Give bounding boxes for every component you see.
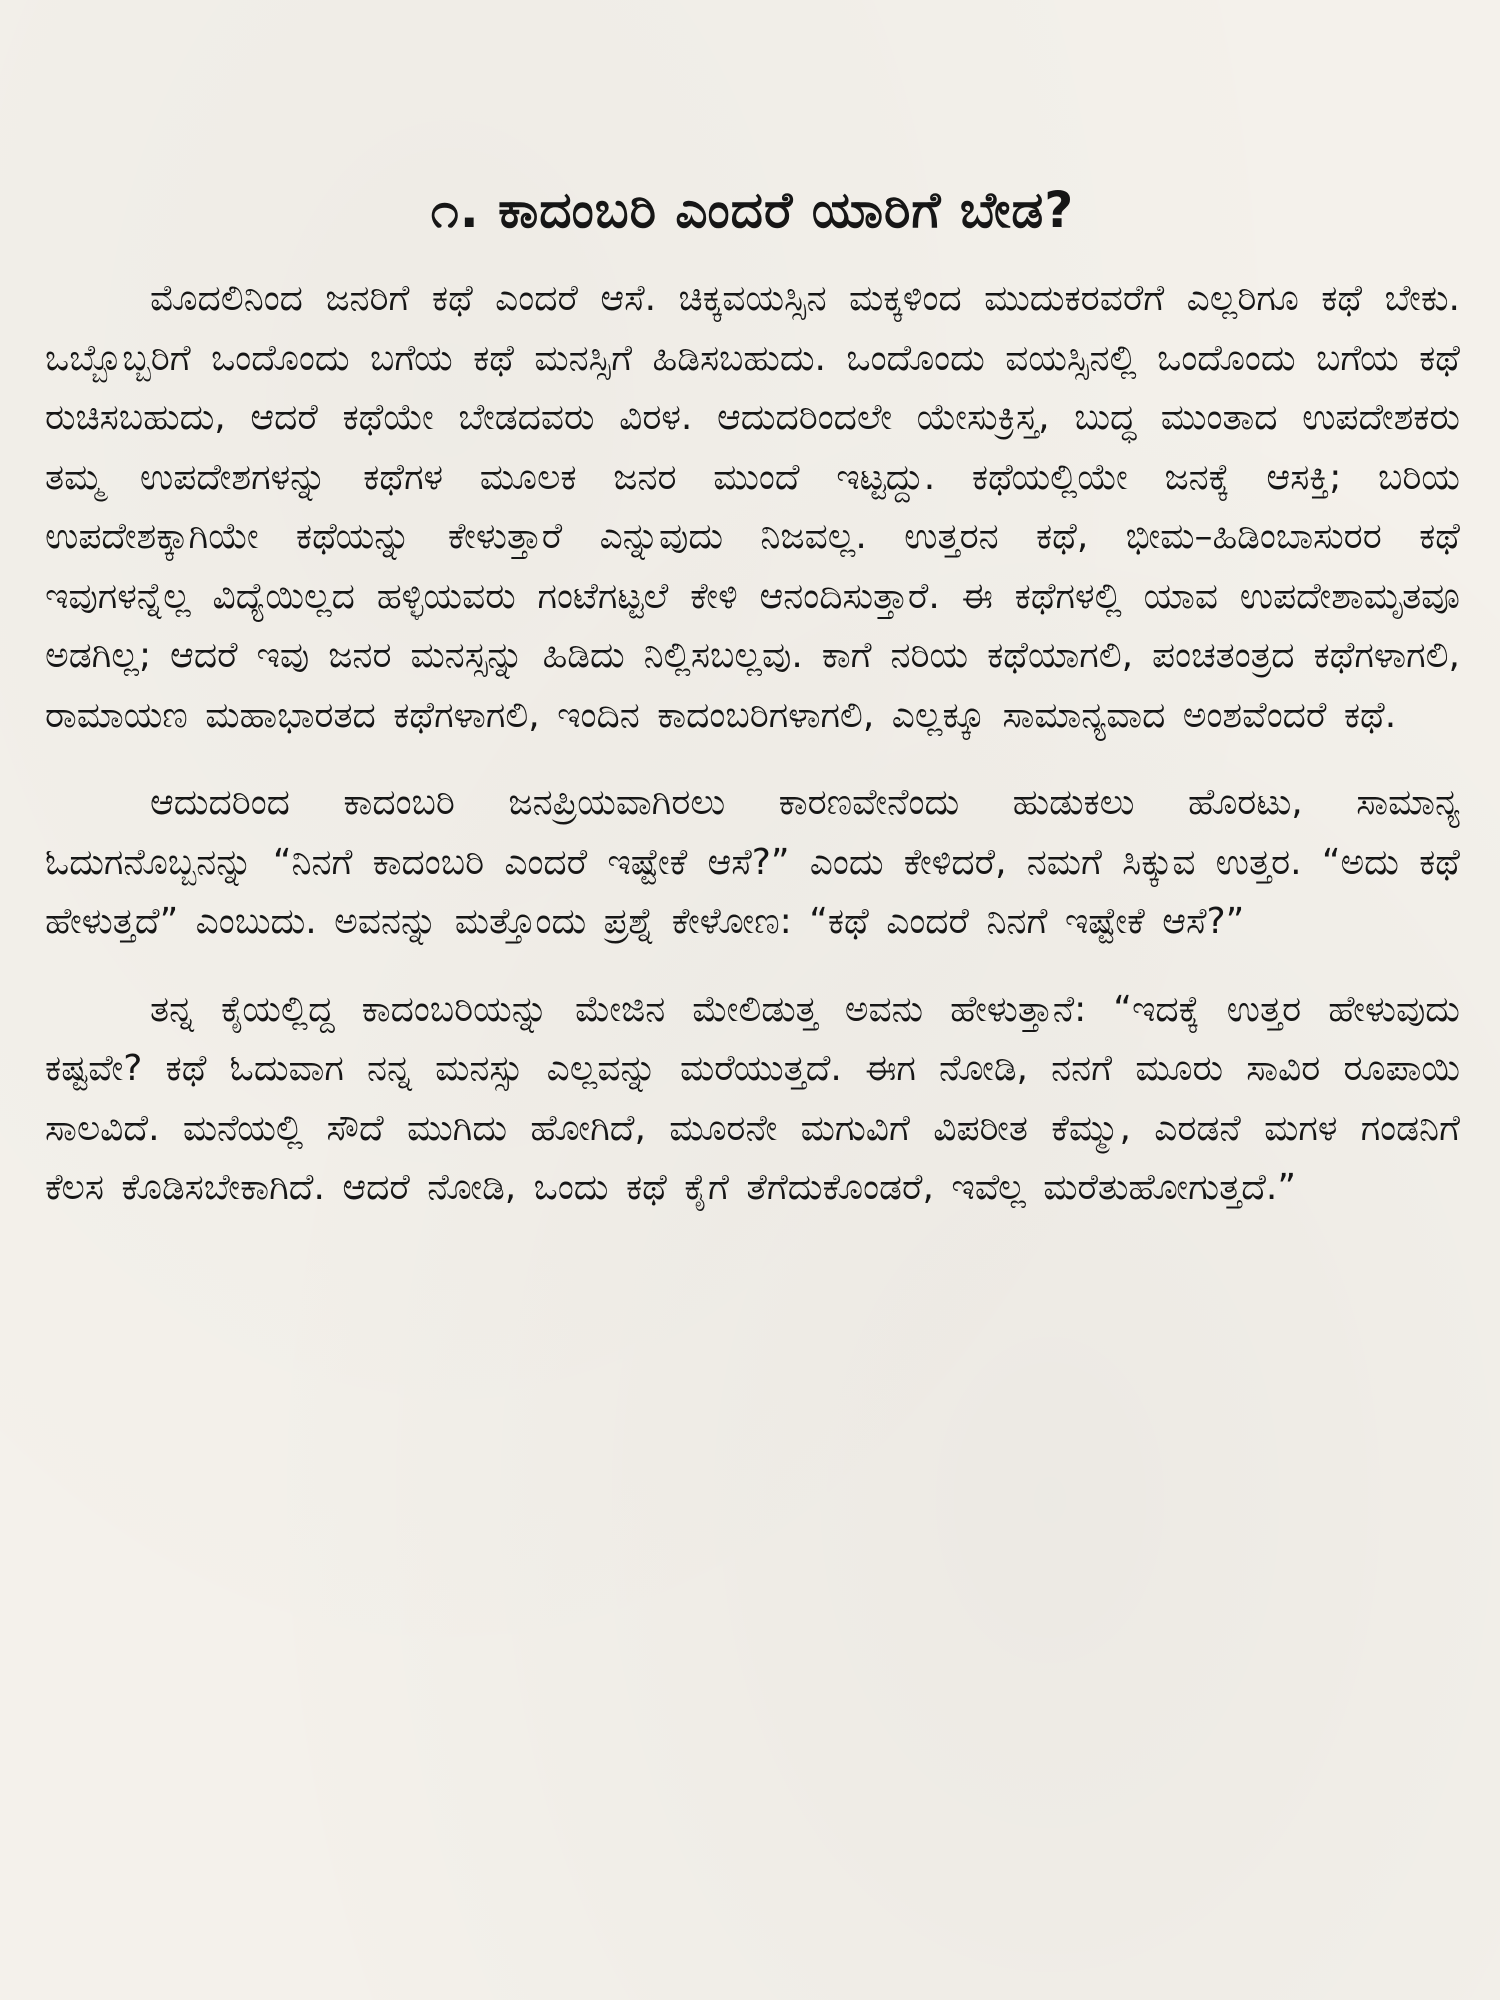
chapter-title: ೧. ಕಾದಂಬರಿ ಎಂದರೆ ಯಾರಿಗೆ ಬೇಡ? (430, 181, 1075, 239)
paragraph-2: ಆದುದರಿಂದ ಕಾದಂಬರಿ ಜನಪ್ರಿಯವಾಗಿರಲು ಕಾರಣವೇನೆಂದು ಹುಡುಕಲು ಹೊರಟು, ಸಾಮಾನ್ಯ ಓದುಗನೊಬ್ಬನನ್ನು “ನಿನಗೆ ಕಾದಂಬರಿ ಎಂದರೆ ಇಷ್ಟೇಕೆ ಆಸೆ?” ಎಂದು ಕೇಳಿದರೆ, ನಮಗೆ ಸಿಕ್ಕುವ ಉತ್ತರ. “ಅದು ಕಥೆ ಹೇಳುತ್ತದೆ” ಎಂಬುದು. ಅವನನ್ನು ಮತ್ತೊಂದು ಪ್ರಶ್ನೆ ಕೇಳೋಣ: “ಕಥೆ ಎಂದರೆ ನಿನಗೆ ಇಷ್ಟೇಕೆ ಆಸೆ?” (45, 782, 1460, 942)
paragraph-1: ಮೊದಲಿನಿಂದ ಜನರಿಗೆ ಕಥೆ ಎಂದರೆ ಆಸೆ. ಚಿಕ್ಕವಯಸ್ಸಿನ ಮಕ್ಕಳಿಂದ ಮುದುಕರವರೆಗೆ ಎಲ್ಲರಿಗೂ ಕಥೆ ಬೇಕು. ಒಬ್ಬೊಬ್ಬರಿಗೆ ಒಂದೊಂದು ಬಗೆಯ ಕಥೆ ಮನಸ್ಸಿಗೆ ಹಿಡಿಸಬಹುದು. ಒಂದೊಂದು ವಯಸ್ಸಿನಲ್ಲಿ ಒಂದೊಂದು ಬಗೆಯ ಕಥೆ ರುಚಿಸಬಹುದು, ಆದರೆ ಕಥೆಯೇ ಬೇಡದವರು ವಿರಳ. ಆದುದರಿಂದಲೇ ಯೇಸುಕ್ರಿಸ್ತ, ಬುದ್ಧ ಮುಂತಾದ ಉಪದೇಶಕರು ತಮ್ಮ ಉಪದೇಶಗಳನ್ನು ಕಥೆಗಳ ಮೂಲಕ ಜನರ ಮುಂದೆ ಇಟ್ಟದ್ದು. ಕಥೆಯಲ್ಲಿಯೇ ಜನಕ್ಕೆ ಆಸಕ್ತಿ; ಬರಿಯ ಉಪದೇಶಕ್ಕಾಗಿಯೇ ಕಥೆಯನ್ನು ಕೇಳುತ್ತಾರೆ ಎನ್ನುವುದು ನಿಜವಲ್ಲ. ಉತ್ತರನ ಕಥೆ, ಭೀಮ–ಹಿಡಿಂಬಾಸುರರ ಕಥೆ ಇವುಗಳನ್ನೆಲ್ಲ ವಿದ್ಯೆಯಿಲ್ಲದ ಹಳ್ಳಿಯವರು ಗಂಟೆಗಟ್ಟಲೆ ಕೇಳಿ ಆನಂದಿಸುತ್ತಾರೆ. ಈ ಕಥೆಗಳಲ್ಲಿ ಯಾವ ಉಪದೇಶಾಮೃತವೂ ಅಡಗಿಲ್ಲ; ಆದರೆ ಇವು ಜನರ ಮನಸ್ಸನ್ನು ಹಿಡಿದು ನಿಲ್ಲಿಸಬಲ್ಲವು. ಕಾಗೆ ನರಿಯ ಕಥೆಯಾಗಲಿ, ಪಂಚತಂತ್ರದ ಕಥೆಗಳಾಗಲಿ, ರಾಮಾಯಣ ಮಹಾಭಾರತದ ಕಥೆಗಳಾಗಲಿ, ಇಂದಿನ ಕಾದಂಬರಿಗಳಾಗಲಿ, ಎಲ್ಲಕ್ಕೂ ಸಾಮಾನ್ಯವಾದ ಅಂಶವೆಂದರೆ ಕಥೆ. (45, 278, 1460, 736)
paragraph-3: ತನ್ನ ಕೈಯಲ್ಲಿದ್ದ ಕಾದಂಬರಿಯನ್ನು ಮೇಜಿನ ಮೇಲಿಡುತ್ತ ಅವನು ಹೇಳುತ್ತಾನೆ: “ಇದಕ್ಕೆ ಉತ್ತರ ಹೇಳುವುದು ಕಷ್ಟವೇ? ಕಥೆ ಓದುವಾಗ ನನ್ನ ಮನಸ್ಸು ಎಲ್ಲವನ್ನು ಮರೆಯುತ್ತದೆ. ಈಗ ನೋಡಿ, ನನಗೆ ಮೂರು ಸಾವಿರ ರೂಪಾಯಿ ಸಾಲವಿದೆ. ಮನೆಯಲ್ಲಿ ಸೌದೆ ಮುಗಿದು ಹೋಗಿದೆ, ಮೂರನೇ ಮಗುವಿಗೆ ವಿಪರೀತ ಕೆಮ್ಮು, ಎರಡನೆ ಮಗಳ ಗಂಡನಿಗೆ ಕೆಲಸ ಕೊಡಿಸಬೇಕಾಗಿದೆ. ಆದರೆ ನೋಡಿ, ಒಂದು ಕಥೆ ಕೈಗೆ ತೆಗೆದುಕೊಂಡರೆ, ಇವೆಲ್ಲ ಮರೆತುಹೋಗುತ್ತದೆ.” (45, 988, 1460, 1208)
